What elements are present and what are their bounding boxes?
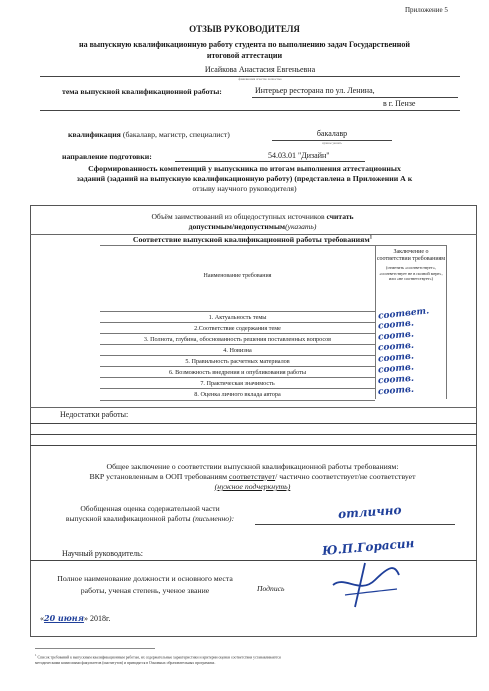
competencies-text [20,164,469,194]
requirement-row: 6. Возможность внедрения и опубликования работы [100,366,375,378]
divider [255,524,455,525]
date-line [40,613,110,623]
signature-label: Подпись [257,584,285,593]
requirement-mark: соответ. [377,306,430,322]
subtitle-line: на выпускную квалификационную работу студента по выполнению задач Государственной [79,40,410,49]
requirement-mark: соотв. [377,362,415,376]
divider [40,110,460,111]
volume-bold: считать [326,212,354,221]
requirement-mark: соотв. [377,340,415,354]
competencies-line: отзыву научного руководителя) [192,184,297,193]
qualification-label-bold: квалификация [68,130,121,139]
volume-text: Объём заимствований из общедоступных источников [151,212,325,221]
supervisor-label: Научный руководитель: [62,549,144,558]
position-label [30,573,260,597]
table-divider [30,407,477,408]
requirements-heading [30,235,475,244]
page-title: ОТЗЫВ РУКОВОДИТЕЛЯ [189,24,300,34]
topic-value-line2: в г. Пензе [383,99,416,108]
divider [30,560,477,561]
topic-value-line1: Интерьер ресторана по ул. Ленина, [255,86,375,95]
position-label-line: Полное наименование должности и основного места [57,574,233,583]
footnote-ref: 1 [369,235,373,241]
requirements-name-header [100,245,375,312]
divider [30,423,477,424]
requirement-mark: соотв. [377,384,415,398]
requirement-row: 3. Полнота, глубина, обоснованность решения поставленных вопросов [100,333,375,345]
direction-label: направление подготовки: [62,152,152,161]
qualification-label [68,130,230,139]
grade-label [40,504,260,524]
page-subtitle [20,39,469,61]
footnote-marker: 1 [35,653,37,657]
qualification-value: бакалавр [316,129,348,138]
grade-label-line: Обобщенная оценка содержательной части [80,504,220,513]
volume-bold: допустимым/недопустимым [188,222,286,231]
requirement-mark: соотв. [377,373,415,387]
divider [175,161,365,162]
date-year: 2018г. [89,614,111,623]
footnote [35,652,465,666]
footnote-line: методическими комиссиями факультетов (институтов) и приводятся в Основных образовательных программах. [35,661,216,666]
grade-label-line: выпускной квалификационной работы [65,514,191,523]
competencies-line: Сформированность компетенций у выпускника по итогам выполнения аттестационных [88,164,401,173]
conclusion-text: / частично соответствует/не соответствует [275,472,416,481]
footnote-line: Список требований к выпускным квалификационным работам, их содержательные характеристики и критерии оценки соответствия устанавливаются [37,655,281,660]
student-name: Исайкова Анастасия Евгеньевна [204,65,316,74]
column-header-name: Наименование требования [203,273,272,279]
shortcomings-label: Недостатки работы: [60,410,129,419]
topic-label: тема выпускной квалификационной работы: [62,87,222,96]
conclusion-line: Общее заключение о соответствии выпускной квалификационной работы требованиям: [106,462,399,471]
appendix-label: Приложение 5 [405,6,448,14]
divider [30,445,477,446]
volume-italic: (указать) [285,222,317,231]
requirement-mark: соотв. [377,329,415,343]
column-header-conclusion: Заключение о соответствии требованиям [376,249,446,262]
requirement-row: 7. Практическая значимость [100,377,375,389]
competencies-line: заданий (заданий на выпускную квалификационную работу) (представлена в Приложении А к [76,174,413,183]
grade-value: отлично [337,502,402,522]
subtitle-line: итоговой аттестации [206,51,283,60]
conclusion-text: ВКР установленным в ООП требованиям [89,472,228,481]
conclusion-underlined: соответствует [228,472,276,481]
conclusion-block [30,462,475,492]
divider [252,97,458,98]
column-header-note: (отметить «соответствует», «соответствует не в полной мере», или «не соответствует») [379,265,443,281]
direction-value: 54.03.01 "Дизайн" [268,151,330,160]
requirement-row: 1. Актуальность темы [100,311,375,323]
requirement-row: 5. Правильность расчетных материалов [100,355,375,367]
date-day-month: 20 июня [44,613,84,623]
requirement-row: 8. Оценка личного вклада автора [100,388,375,401]
requirement-row: 2.Соответствие содержания теме [100,322,375,334]
volume-block [30,212,475,232]
position-label-line: работы, ученая степень, ученое звание [80,586,210,595]
requirements-conclusion-header [375,245,447,312]
date-quote: » [83,614,88,623]
qualification-caption: нужное указать [322,141,342,145]
qualification-label-rest: (бакалавр, магистр, специалист) [122,130,230,139]
conclusion-note: (нужное подчеркнуть) [214,482,291,491]
signature-mark [325,555,405,610]
divider [30,434,477,435]
requirement-mark: соотв. [377,318,415,332]
supervisor-name-handwritten: Ю.П.Горасин [321,536,415,558]
grade-label-italic: (письменно): [192,514,235,523]
requirement-row: 4. Новизна [100,344,375,356]
footnote-divider [35,648,155,649]
date-quote: « [40,614,44,623]
student-name-caption: фамилия имя отчество полностью [238,77,282,81]
requirements-heading-text: Соответствие выпускной квалификационной работы требованиям [132,235,370,244]
requirement-mark: соотв. [377,351,415,365]
